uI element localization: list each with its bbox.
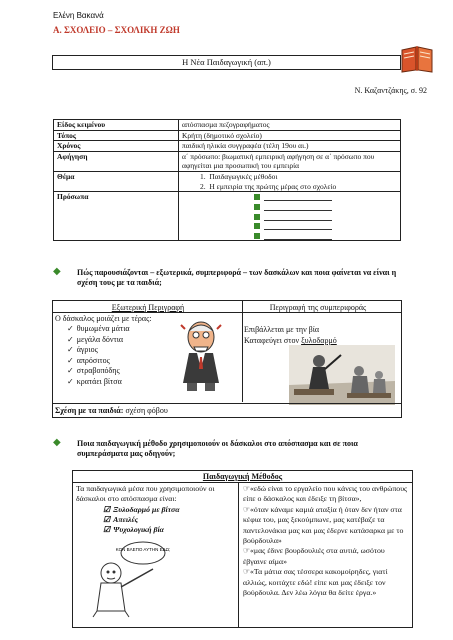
- angry-teacher-cartoon: [173, 317, 229, 393]
- row-value: α΄ πρόσωπο: βιωματική εμπειρική αφήγηση σε α΄ πρόσωπο που αφηγείται μια προσωπική του εμπειρία: [179, 151, 401, 171]
- list-item: ✓ απρόσιτος: [67, 355, 110, 365]
- checked-box-icon: ☑: [103, 515, 111, 524]
- table-row: [54, 130, 401, 141]
- classroom-beating-illustration: [289, 345, 395, 405]
- checked-box-icon: ☑: [103, 505, 111, 514]
- source-citation: Ν. Καζαντζάκης, σ. 92: [354, 86, 427, 95]
- green-square-bullet-icon: [254, 233, 260, 239]
- theme-item: 2. Η εμπειρία της πρώτης μέρας στο σχολείο: [200, 181, 337, 191]
- checkmark-icon: ✓: [67, 345, 74, 354]
- list-item: ✓ άγριος: [67, 345, 98, 354]
- table-row: [54, 171, 401, 191]
- behaviour-line-1: Επιβάλλεται με την βία: [244, 325, 320, 334]
- row-key: Αφήγηση: [54, 151, 179, 171]
- blank-line[interactable]: [264, 232, 332, 240]
- green-square-bullet-icon: [254, 194, 260, 200]
- green-square-bullet-icon: [254, 204, 260, 210]
- traits-intro: Ο δάσκαλος μοιάζει με τέρας:: [55, 314, 152, 323]
- diamond-bullet-icon: ◆: [53, 437, 61, 448]
- blank-line[interactable]: [264, 193, 332, 201]
- row-value: απόσπασμα πεζογραφήματος: [179, 120, 401, 131]
- section-title: Α. ΣΧΟΛΕΙΟ – ΣΧΟΛΙΚΗ ΖΩΗ: [53, 25, 180, 35]
- row-key: Χρόνος: [54, 141, 179, 152]
- means-list: [103, 505, 180, 535]
- teachers-box: [52, 300, 402, 418]
- row-value: [179, 192, 401, 241]
- question-2: Ποια παιδαγωγική μέθοδο χρησιμοποιούν οι δάσκαλοι στο απόσπασμα και σε ποια συμπεράσματα μας οδηγούν;: [77, 439, 358, 458]
- method-header: Παιδαγωγική Μέθοδος: [73, 471, 412, 483]
- green-square-bullet-icon: [254, 214, 260, 220]
- relation-row: Σχέση με τα παιδιά: σχέση φόβου: [55, 406, 168, 415]
- quote-item: ☞«όταν κάναμε καμιά αταξία ή όταν δεν ήταν στα κέφια του, μας ξεκούμπωνε, μας κατέβαζε τα παντελονάκια μας και μας έδερνε κατάσαρκα με το βούρδουλα»: [243, 504, 404, 546]
- row-value: παιδική ηλικία συγγραφέα (τέλη 19ου αι.): [179, 141, 401, 152]
- checkmark-icon: ✓: [67, 334, 74, 344]
- row-key: Είδος κειμένου: [54, 120, 179, 131]
- list-item: ✓ θυμωμένα μάτια: [67, 324, 130, 333]
- list-item: ☑ Ψυχολογική βία: [103, 525, 164, 534]
- quotes-list: [243, 484, 409, 598]
- diamond-bullet-icon: ◆: [53, 266, 61, 277]
- quote-item: ☞«εδώ είναι το εργαλείο που κάνεις του ανθρώπους είπε ο δάσκαλος και έδειξε τη βίτσα»,: [243, 484, 408, 504]
- cartoon-speech-text: ΚΟΝ ΒΛΕΠΟ ΑΥΤΗΝ ΕΔΩ;: [115, 547, 171, 552]
- external-description-header: Εξωτερική Περιγραφή: [111, 303, 185, 312]
- book-icon: [400, 42, 434, 74]
- question-1: Πώς παρουσιάζονται – εξωτερικά, συμπεριφορά – των δασκάλων και ποια φαίνεται να είναι η σχέση τους με τα παιδιά;: [77, 268, 397, 287]
- teacher-with-stick-cartoon: [83, 539, 171, 619]
- info-table: [53, 119, 401, 241]
- traits-list: [67, 324, 130, 387]
- table-row: [54, 141, 401, 152]
- quote-item: ☞«Τα μάτια σας τέσσερα κακομοίρηδες, γιατί αλλιώς, κοιτάχτε εδώ! είπε και μας έδειξε τον βούρδουλα. Δεν λέω λόγια θα δείτε έργα.»: [243, 567, 388, 598]
- behaviour-header: Περιγραφή της συμπεριφοράς: [269, 303, 367, 312]
- method-box: [72, 470, 413, 628]
- list-item: ✓ κρατάει βίτσα: [67, 376, 122, 386]
- means-intro: Τα παιδαγωγικά μέσα που χρησιμοποιούν οι δάσκαλοι στο απόσπασμα είναι:: [76, 484, 215, 503]
- blank-line[interactable]: [264, 203, 332, 211]
- blank-line[interactable]: [264, 222, 332, 230]
- green-square-bullet-icon: [254, 223, 260, 229]
- table-row: [54, 151, 401, 171]
- list-item: ☑ Απειλές: [103, 515, 139, 524]
- table-row: [54, 120, 401, 131]
- theme-item: 1. Παιδαγωγικές μέθοδοι: [200, 171, 278, 181]
- blank-line[interactable]: [264, 213, 332, 221]
- row-key: Τόπος: [54, 130, 179, 141]
- checked-box-icon: ☑: [103, 525, 111, 534]
- row-key: Πρόσωπα: [54, 192, 179, 241]
- table-row: [54, 192, 401, 241]
- list-item: ✓ μεγάλα δόντια: [67, 334, 124, 344]
- row-value: [179, 171, 401, 191]
- checkmark-icon: ✓: [67, 366, 74, 375]
- page-title: Η Νέα Παιδαγωγική (απ.): [52, 55, 401, 70]
- checkmark-icon: ✓: [67, 376, 74, 386]
- list-item: ✓ στραβοπόδης: [67, 366, 120, 375]
- quote-item: ☞«μας έδινε βουρδουλιές στα αυτιά, ωσότου έβγαινε αίμα»: [243, 546, 385, 566]
- row-value: Κρήτη (δημοτικό σχολείο): [179, 130, 401, 141]
- author-name: Ελένη Βακανά: [53, 11, 104, 20]
- checkmark-icon: ✓: [67, 355, 74, 365]
- row-key: Θέμα: [54, 171, 179, 191]
- list-item: ☑ Ξυλοδαρμό με βίτσα: [103, 505, 180, 514]
- checkmark-icon: ✓: [67, 324, 74, 333]
- behaviour-line-2: Καταφεύγει στον ξυλοδαρμό: [244, 336, 337, 345]
